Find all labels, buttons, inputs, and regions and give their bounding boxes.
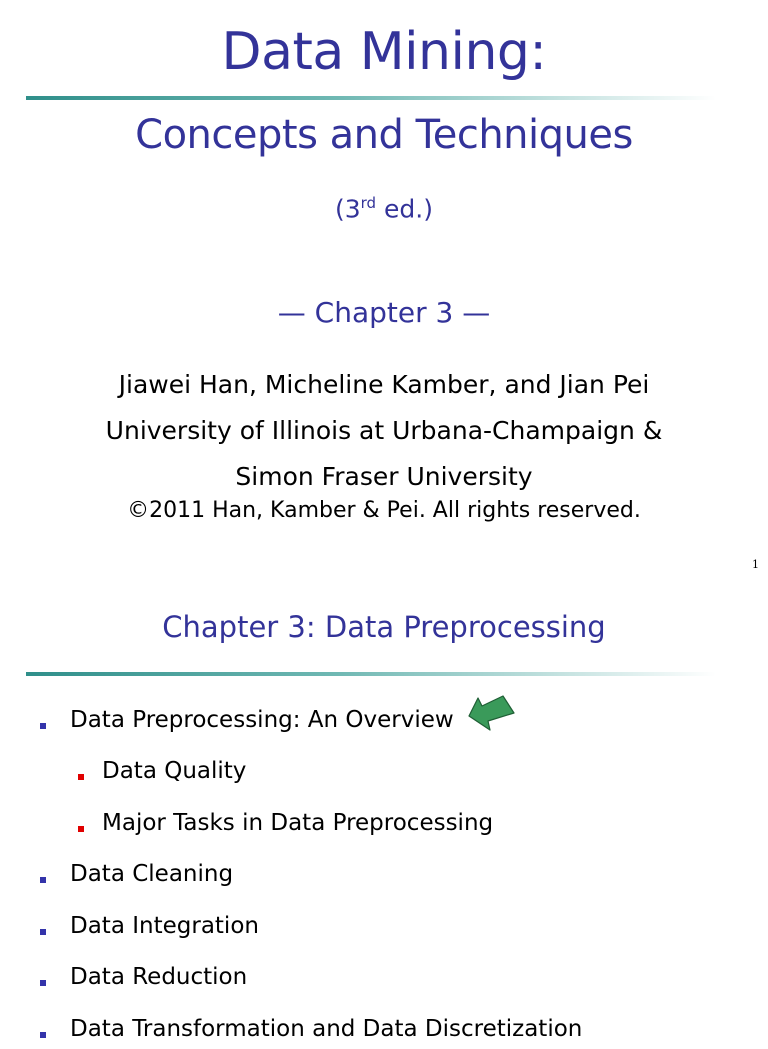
bullet-square-icon — [78, 774, 84, 780]
list-item-label: Major Tasks in Data Preprocessing — [102, 810, 494, 836]
affiliation-line-1: University of Illinois at Urbana-Champaign & — [105, 416, 663, 445]
edition-superscript: rd — [360, 194, 377, 212]
list-item-label: Data Reduction — [70, 964, 248, 990]
bullet-square-icon — [40, 877, 46, 883]
list-item — [40, 906, 259, 946]
chapter-label: — Chapter 3 — — [277, 296, 491, 329]
copyright-notice: ©2011 Han, Kamber & Pei. All rights reserved. — [127, 498, 641, 523]
green-arrow-icon — [466, 690, 516, 732]
list-item-label: Data Preprocessing: An Overview — [70, 707, 454, 733]
outline-title: Chapter 3: Data Preprocessing — [162, 610, 606, 644]
outline-divider — [26, 672, 716, 676]
edition-label — [0, 194, 768, 223]
authors-line: Jiawei Han, Micheline Kamber, and Jian Pei — [118, 370, 650, 399]
bullet-square-icon — [40, 929, 46, 935]
affiliation-line-2: Simon Fraser University — [235, 462, 533, 491]
bullet-square-icon — [78, 826, 84, 832]
list-item — [78, 751, 246, 791]
list-item — [40, 1009, 582, 1049]
book-title: Data Mining: — [221, 22, 547, 82]
list-item-label: Data Cleaning — [70, 861, 234, 887]
list-item-label: Data Integration — [70, 913, 259, 939]
list-item-label: Data Quality — [102, 758, 247, 784]
bullet-square-icon — [40, 1032, 46, 1038]
book-subtitle: Concepts and Techniques — [135, 112, 633, 158]
list-item — [40, 957, 247, 997]
list-item-label: Data Transformation and Data Discretization — [70, 1016, 583, 1042]
edition-open: (3 — [334, 194, 361, 224]
author-block — [0, 362, 768, 500]
title-divider — [26, 96, 716, 100]
list-item — [40, 854, 233, 894]
edition-close: ed.) — [376, 194, 433, 224]
page-number: 1 — [752, 558, 759, 571]
outline-slide — [0, 580, 768, 1042]
bullet-square-icon — [40, 980, 46, 986]
list-item — [40, 700, 454, 740]
bullet-square-icon — [40, 723, 46, 729]
list-item — [78, 803, 493, 843]
